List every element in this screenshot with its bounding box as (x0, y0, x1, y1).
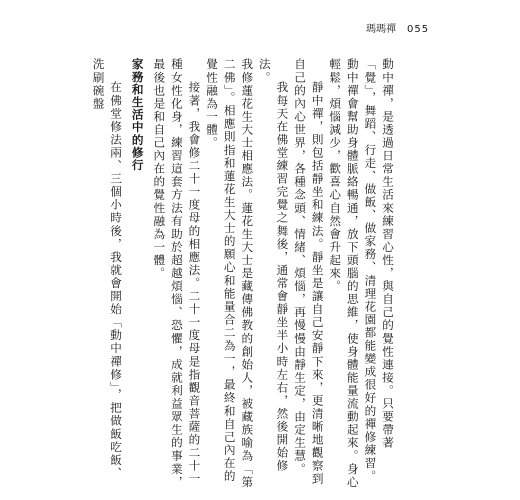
running-title: 瑪瑪禪 (366, 24, 396, 35)
paragraph-twenty-one-taras: 接著，我會修二十一度母的相應法。二十一度母是指觀音菩薩的二十一種女性化身，練習這套方法有助於超越煩惱、恐懼，成就利益眾生的事業，最後也是和自己內在的覺性融為一體。 (152, 58, 202, 489)
vertical-body-text (91, 58, 396, 490)
paragraph-padmasambhava: 我修蓮花生大士相應法。蓮花生大士是藏傳佛教的創始人，被藏族喻為「第二佛」。相應則指和蓮花生大士的願心和能量合二為一，最終和自己內在的覺性融為一體。 (205, 58, 255, 489)
running-header (0, 24, 520, 38)
paragraph-dynamic-meditation: 動中禪，是透過日常生活來練習心性，與自己的覺性連接。只要帶著「覺」，舞蹈、行走、做飯、做家務、清理花園都能變成很好的禪修練習。動中禪會幫助身體脈絡暢通，放下頭腦的思維，使身體能量流動起來。身心輕鬆，煩惱減少，歡喜心自然會升起來。 (328, 58, 395, 489)
paragraph-still-meditation: 靜中禪，則包括靜坐和練法。靜坐是讓自己安靜下來，更清晰地觀察到自己的內心世界，各種念頭、情緒、煩惱，再慢慢由靜生定，由定生慧。 (293, 58, 325, 486)
paragraph-daily-practice: 我每天在佛堂練習完覺之舞後，通常會靜坐半小時左右，然後開始修法。 (257, 58, 290, 473)
section-title: 家務和生活中的修行 (130, 58, 145, 172)
page-number: 055 (407, 24, 430, 35)
paragraph-household-practice: 在佛堂修法兩、三個小時後，我就會開始「動中禪修」，把做飯吃飯、洗刷碗盤 (91, 58, 124, 480)
